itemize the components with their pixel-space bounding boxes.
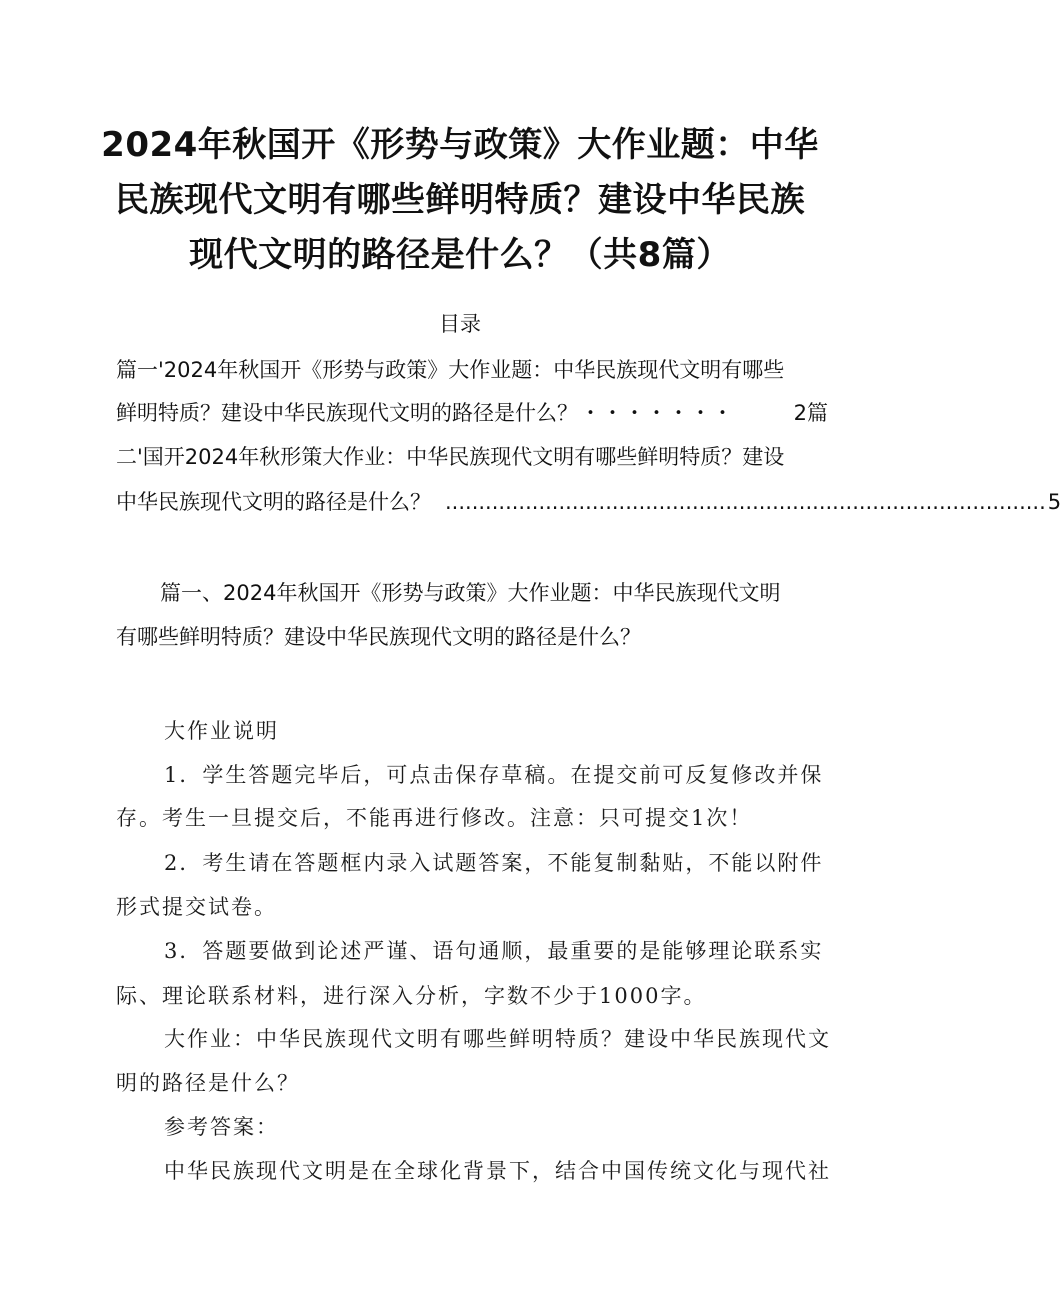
toc-entry-1-page: 2篇 [793,401,828,425]
toc-leader-dots: ・・・・・・・ [580,401,734,425]
title-line-1: 2024年秋国开《形势与政策》大作业题：中华 [101,125,819,165]
instruction-3-line-1: 3．答题要做到论述严谨、语句通顺，最重要的是能够理论联系实 [164,939,824,963]
instruction-2-line-1: 2．考生请在答题框内录入试题答案，不能复制黏贴，不能以附件 [164,851,824,875]
answer-line-1: 中华民族现代文明是在全球化背景下，结合中国传统文化与现代社 [164,1159,831,1183]
toc-entry-1-text: 鲜明特质？建设中华民族现代文明的路径是什么？ [116,401,578,425]
toc-entry-2-line-2[interactable] [116,487,1061,517]
toc-entry-2-page: 5 [1047,490,1061,514]
instructions-label: 大作业说明 [164,719,279,743]
instruction-1-line-1: 1．学生答题完毕后，可点击保存草稿。在提交前可反复修改并保 [164,763,824,787]
instruction-1-line-2: 存。考生一旦提交后，不能再进行修改。注意：只可提交1次！ [116,806,753,830]
section-1-heading-line-2: 有哪些鲜明特质？建设中华民族现代文明的路径是什么？ [116,625,641,649]
instruction-2-line-2: 形式提交试卷。 [116,895,277,919]
toc-entry-1-line-1[interactable]: 篇一'2024年秋国开《形势与政策》大作业题：中华民族现代文明有哪些 [116,358,785,382]
instruction-3-line-2: 际、理论联系材料，进行深入分析，字数不少于1000字。 [116,984,707,1008]
title-line-2: 民族现代文明有哪些鲜明特质？建设中华民族 [115,180,805,220]
title-line-3: 现代文明的路径是什么？（共8篇） [189,235,731,275]
document-title [100,118,820,283]
assignment-line-2: 明的路径是什么？ [116,1071,300,1095]
toc-leader-dots: .......................................................................................... [445,490,1046,514]
toc-entry-1-line-2[interactable] [116,398,828,428]
toc-heading: 目录 [439,312,481,336]
toc-entry-2-line-1[interactable]: 二'国开2024年秋形策大作业：中华民族现代文明有哪些鲜明特质？建设 [116,445,785,469]
answer-label: 参考答案： [164,1115,279,1139]
toc-entry-2-text: 中华民族现代文明的路径是什么？ [116,490,431,514]
assignment-line-1: 大作业：中华民族现代文明有哪些鲜明特质？建设中华民族现代文 [164,1027,831,1051]
section-1-heading-line-1: 篇一、2024年秋国开《形势与政策》大作业题：中华民族现代文明 [160,581,781,605]
